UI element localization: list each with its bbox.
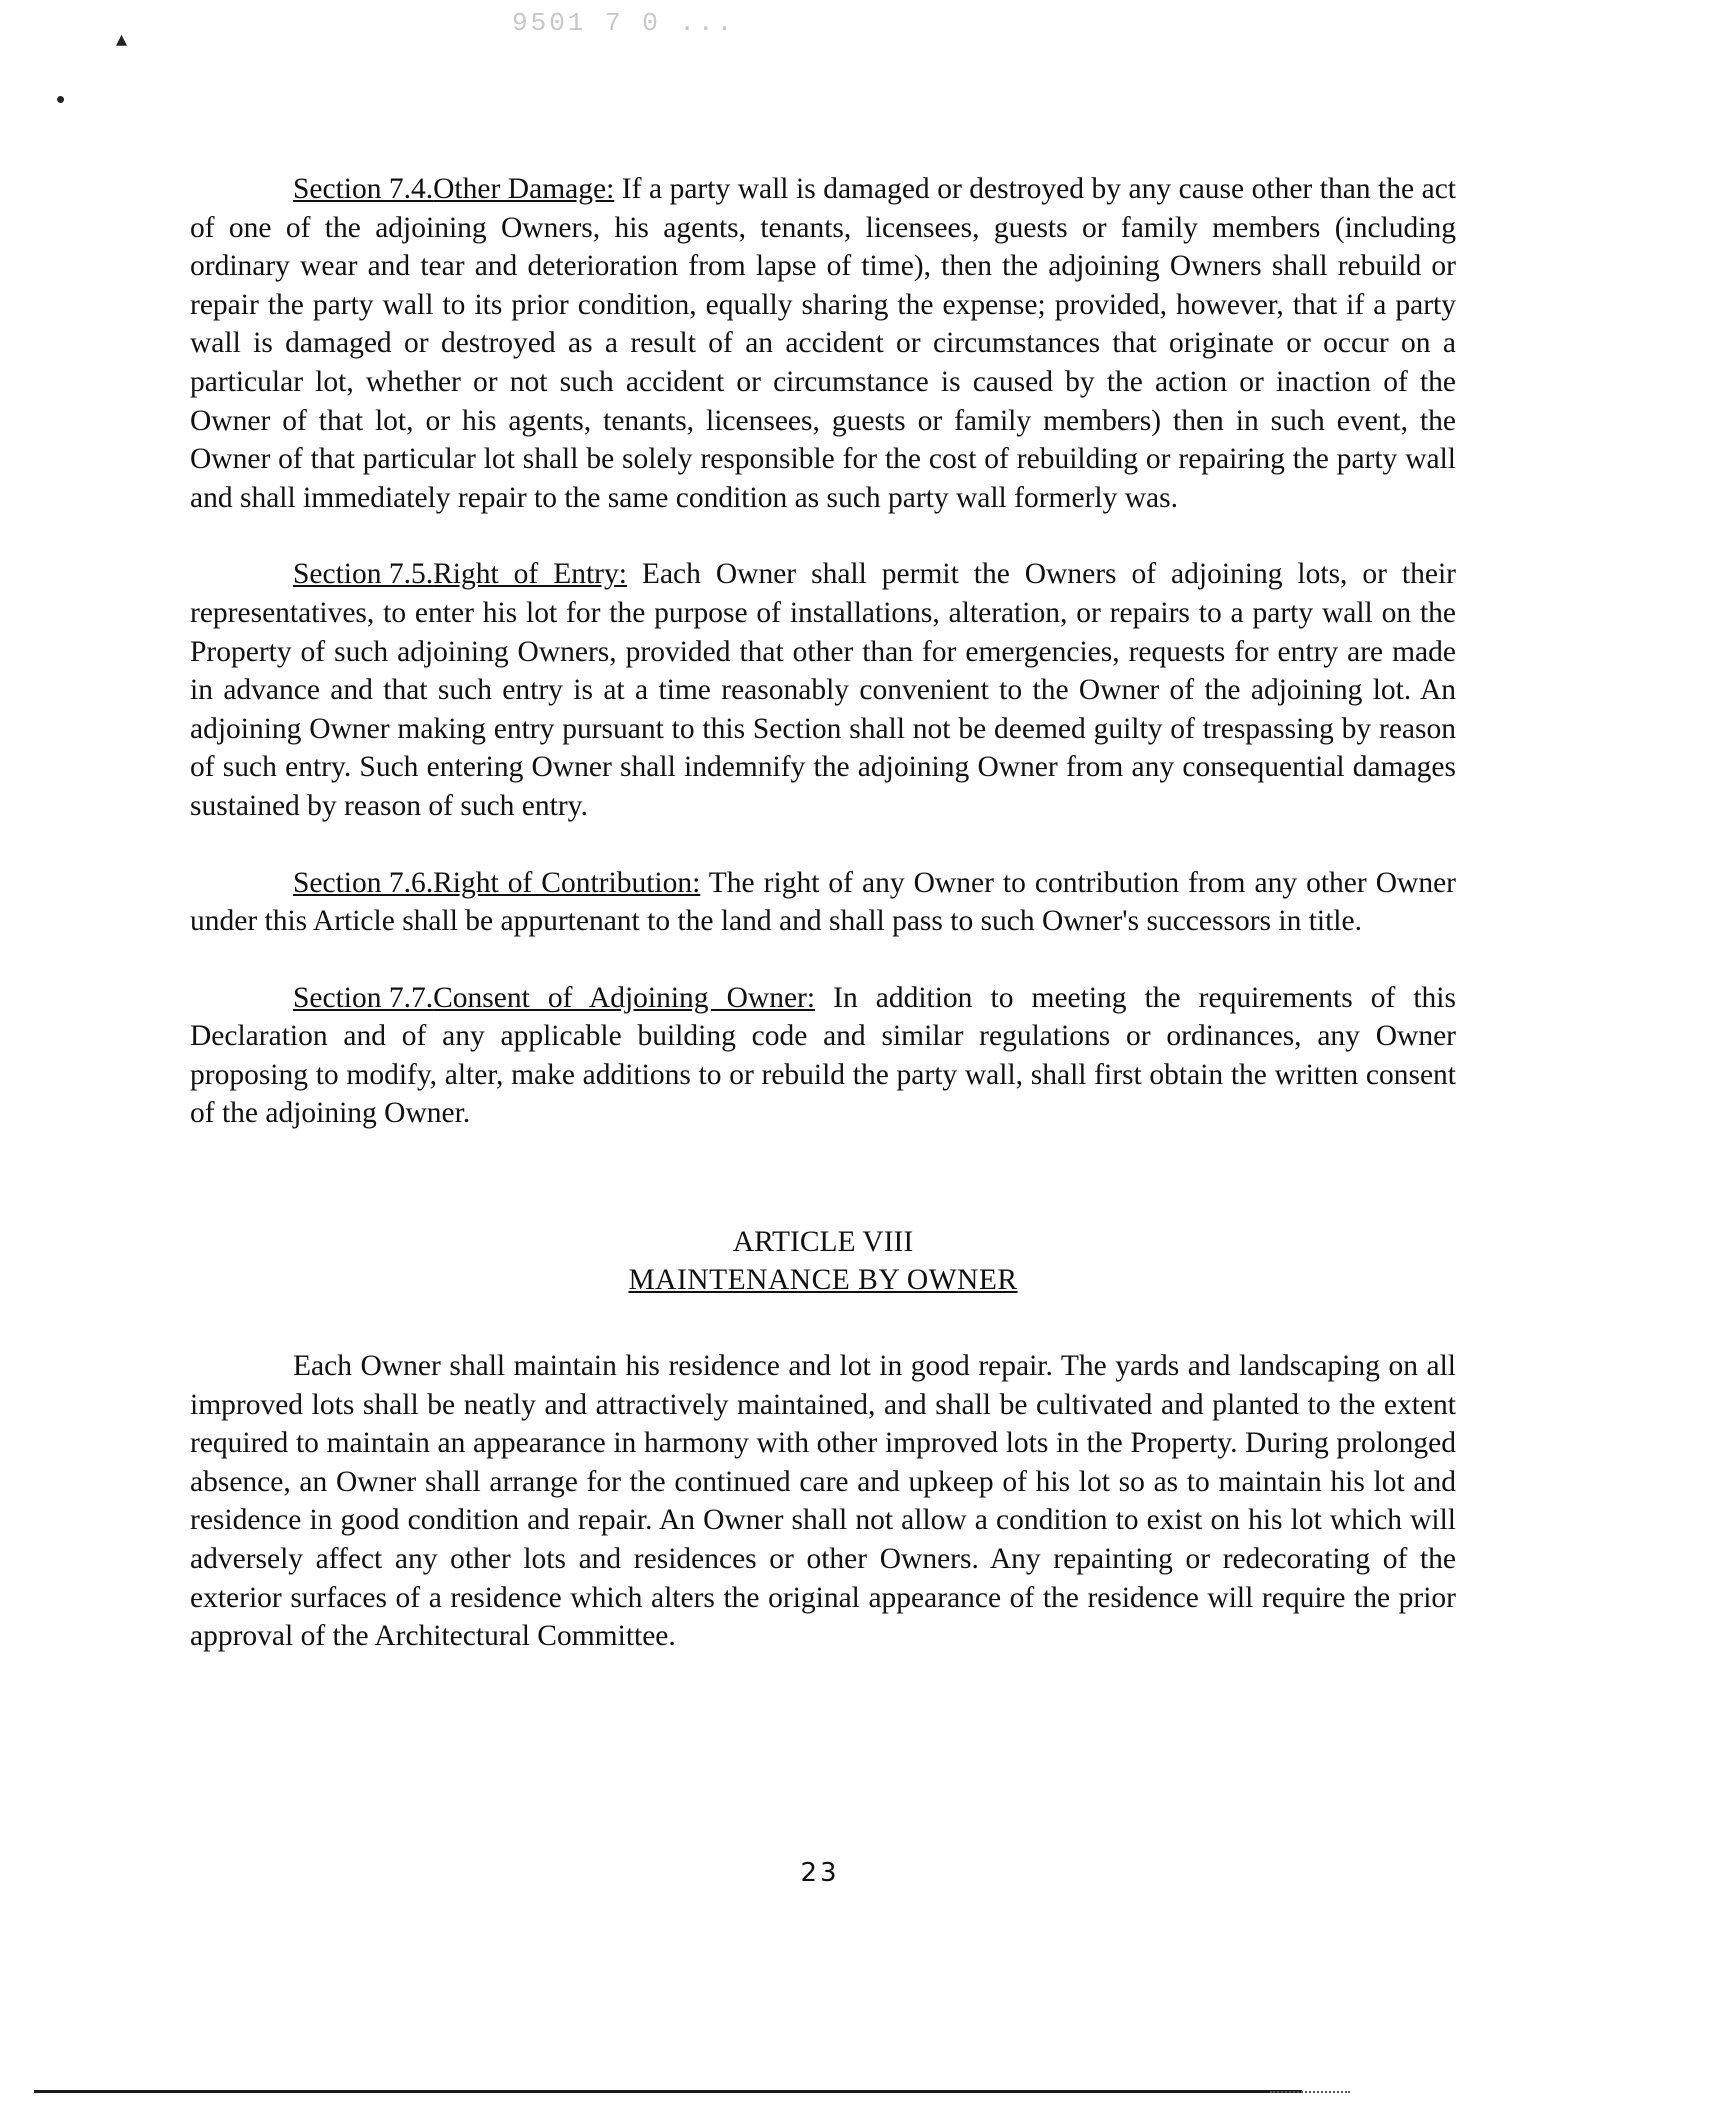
section-7-5	[190, 555, 1456, 825]
section-title: Right of Entry:	[433, 558, 627, 591]
footer-rule	[34, 2090, 1302, 2093]
scan-speck: ▴	[116, 26, 128, 51]
article-heading: ARTICLE VIII	[732, 1226, 914, 1259]
section-text: Each Owner shall permit the Owners of adjoining lots, or their representatives, to enter his lot for the purpose of installations, alteration, or repairs to a party wall on the Property of such adjoining Owners, provided that other than for emergencies, requests for entry are made in advance and that such entry is at a time reasonably convenient to the Owner of the adjoining lot. An adjoining Owner making entry pursuant to this Section shall not be deemed guilty of trespassing by reason of such entry. Such entering Owner shall indemnify the adjoining Owner from any consequential damages sustained by reason of such entry.	[190, 558, 1456, 822]
page-number: 23	[800, 1858, 840, 1888]
section-text: In addition to meeting the requirements of this Declaration and of any applicable building code and similar regulations or ordinances, any Owner proposing to modify, alter, make additions to or rebuild the party wall, shall first obtain the written consent of the adjoining Owner.	[190, 981, 1456, 1130]
article-body: Each Owner shall maintain his residence and lot in good repair. The yards and landscaping on all improved lots shall be neatly and attractively maintained, and shall be cultivated and planted to the extent required to maintain an appearance in harmony with other improved lots in the Property. During prolonged absence, an Owner shall arrange for the continued care and upkeep of his lot so as to maintain his lot and residence in good condition and repair. An Owner shall not allow a condition to exist on his lot which will adversely affect any other lots and residences or other Owners. Any repainting or redecorating of the exterior surfaces of a residence which alters the original appearance of the residence will require the prior approval of the Architectural Committee.	[190, 1350, 1456, 1653]
section-number: Section 7.4.	[293, 173, 434, 205]
section-7-4	[190, 170, 1456, 517]
section-text: The right of any Owner to contribution from any other Owner under this Article shall be appurtenant to the land and shall pass to such Owner's successors in title.	[190, 866, 1456, 938]
article-subheading: MAINTENANCE BY OWNER	[628, 1264, 1018, 1297]
section-number: Section 7.6.	[293, 866, 434, 899]
faint-stamp-number: 9501 7 0 ...	[512, 8, 736, 38]
section-title: Right of Contribution:	[433, 866, 701, 899]
section-text: If a party wall is damaged or destroyed by any cause other than the act of one of the adjoining Owners, his agents, tenants, licensees, guests or family members (including ordinary wear and tear and deterioration from lapse of time), then the adjoining Owners shall rebuild or repair the party wall to its prior condition, equally sharing the expense; provided, however, that if a party wall is damaged or destroyed as a result of an accident or circumstances that originate or occur on a particular lot, whether or not such accident or circumstance is caused by the action or inaction of the Owner of that lot, or his agents, tenants, licensees, guests or family members) then in such event, the Owner of that particular lot shall be solely responsible for the cost of rebuilding or repairing the party wall and shall immediately repair to the same condition as such party wall formerly was.	[190, 173, 1456, 514]
article-header	[190, 1223, 1456, 1299]
section-number: Section 7.5.	[293, 558, 434, 591]
section-title: Consent of Adjoining Owner:	[433, 981, 816, 1014]
document-body	[190, 170, 1456, 1656]
section-7-6	[190, 864, 1456, 941]
section-7-7	[190, 979, 1456, 1133]
footer-rule-tail	[1270, 2091, 1350, 2093]
scan-speck: •	[56, 84, 66, 114]
section-title: Other Damage:	[433, 173, 615, 205]
section-number: Section 7.7.	[293, 981, 434, 1014]
